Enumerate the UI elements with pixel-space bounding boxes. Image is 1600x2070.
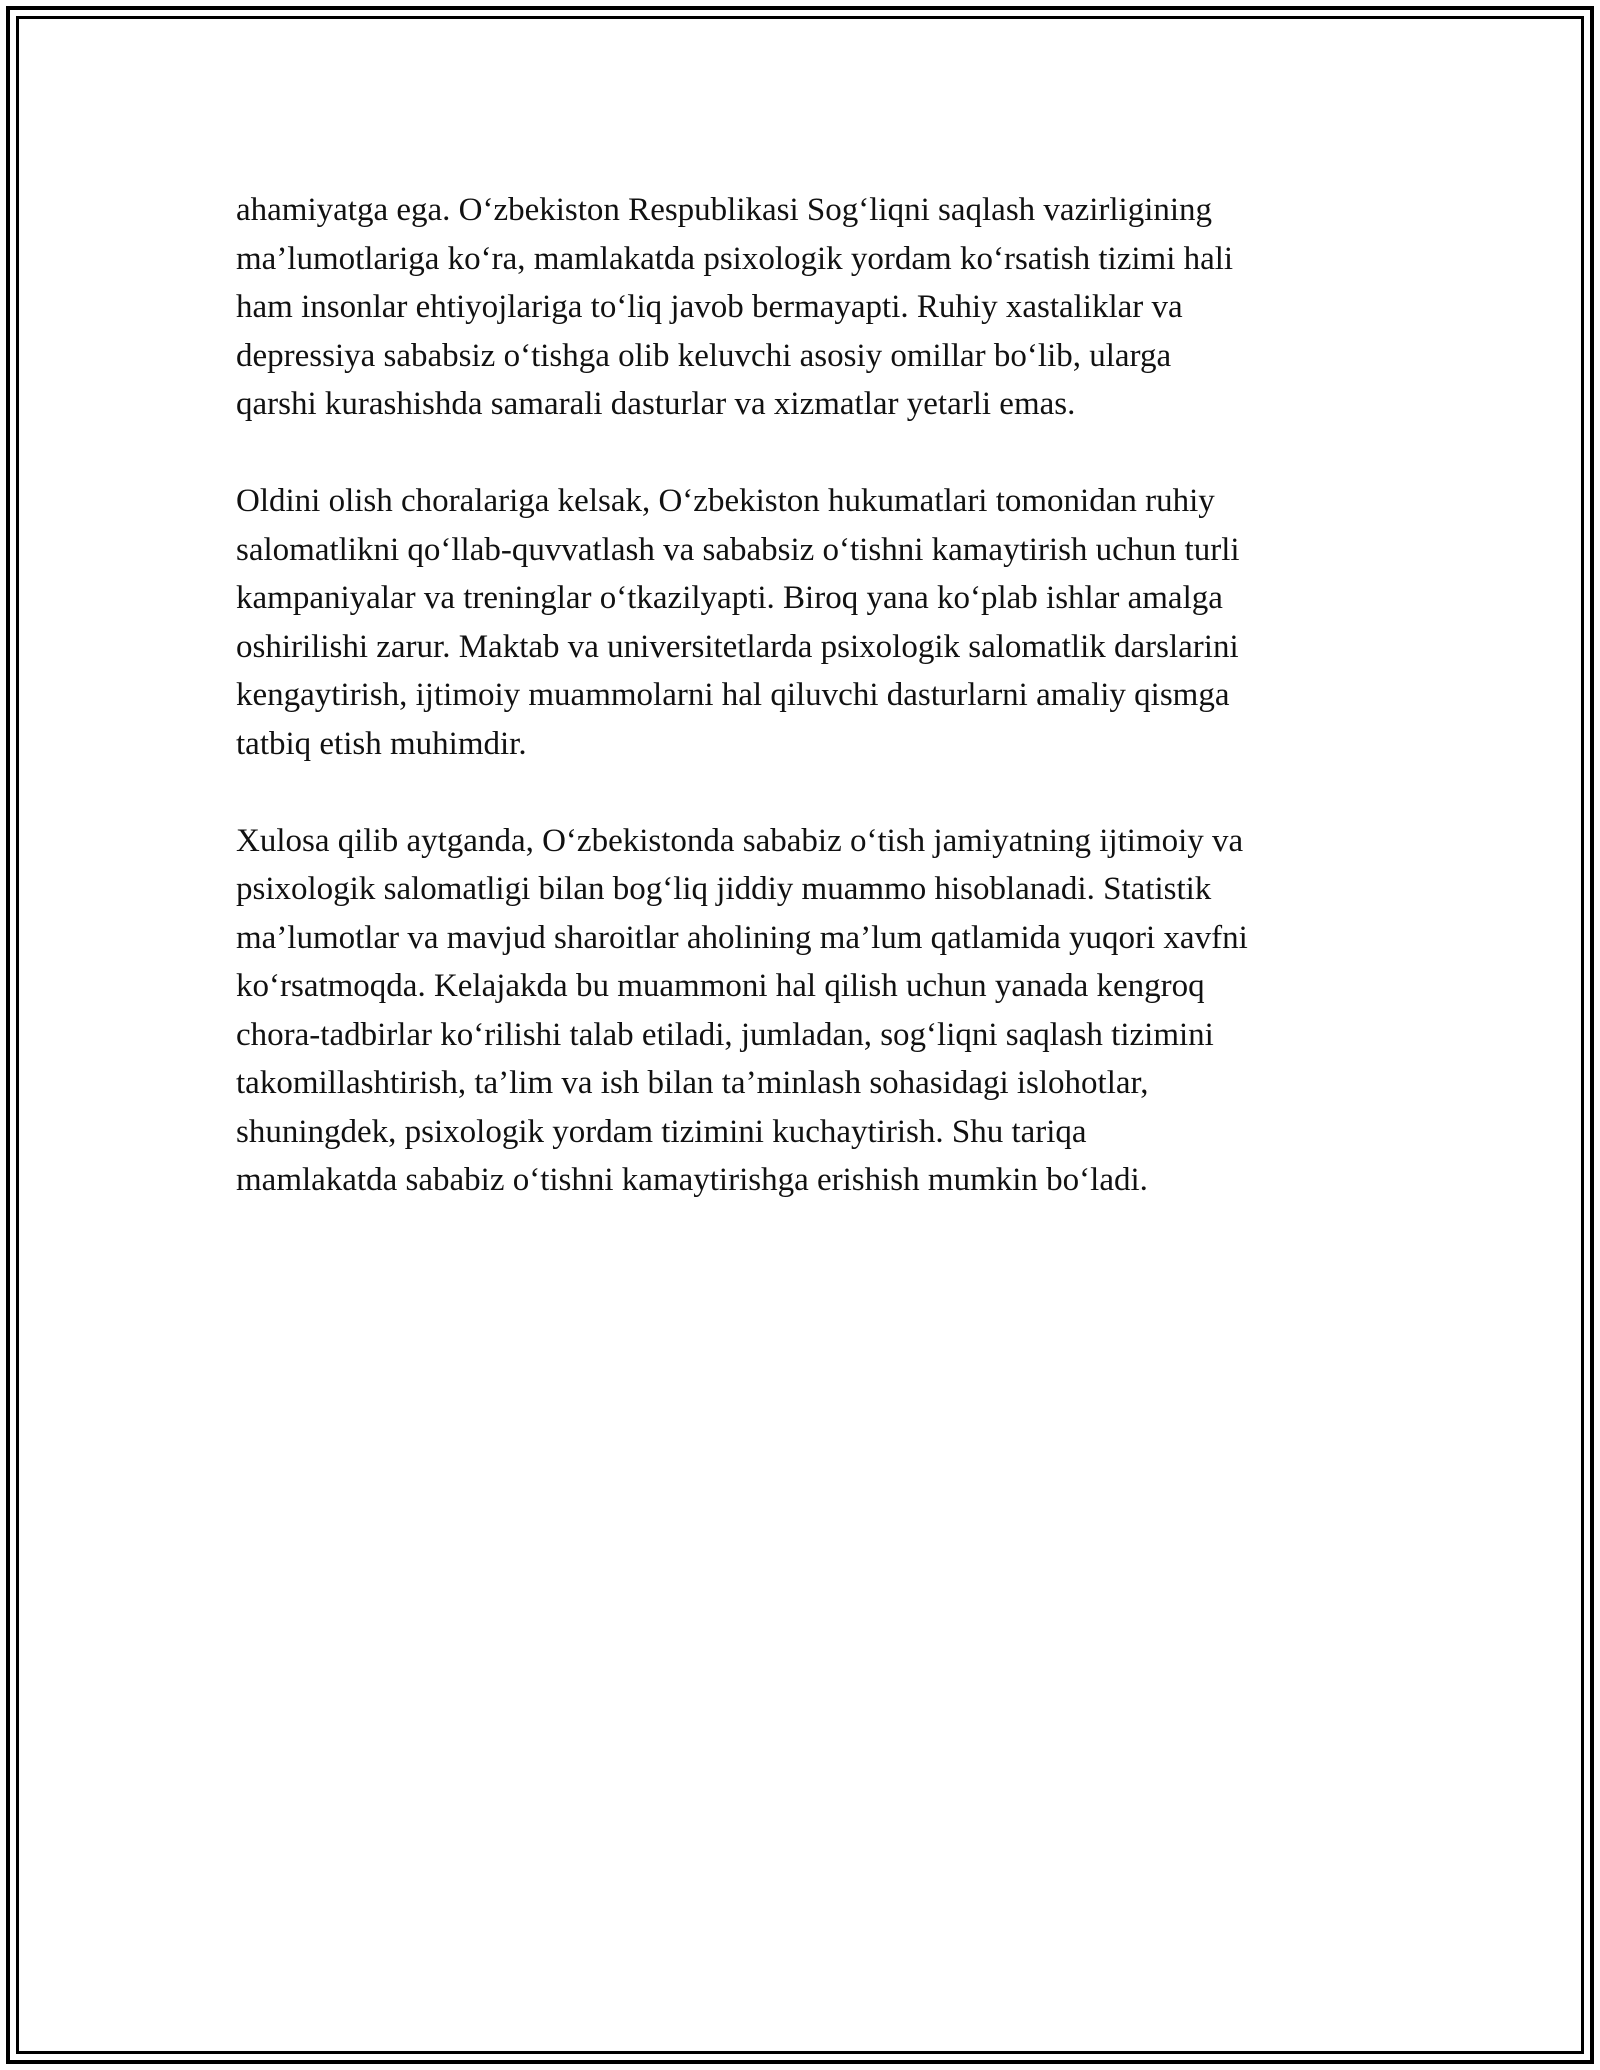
paragraph-2 bbox=[236, 477, 1376, 768]
text-line: ahamiyatga ega. O‘zbekiston Respublikasi Sog‘liqni saqlash vazirligining bbox=[236, 192, 1213, 228]
text-line: ma’lumotlariga ko‘ra, mamlakatda psixologik yordam ko‘rsatish tizimi hali bbox=[236, 240, 1234, 277]
text-line: Xulosa qilib aytganda, O‘zbekistonda sababiz o‘tish jamiyatning ijtimoiy va bbox=[236, 822, 1244, 859]
text-line: shuningdek, psixologik yordam tizimini kuchaytirish. Shu tariqa bbox=[236, 1113, 1087, 1150]
text-line: qarshi kurashishda samarali dasturlar va xizmatlar yetarli emas. bbox=[236, 386, 1076, 422]
paragraph-3 bbox=[236, 817, 1376, 1205]
text-line: salomatlikni qo‘llab-quvvatlash va sababsiz o‘tishni kamaytirish uchun turli bbox=[236, 531, 1240, 568]
text-line: ham insonlar ehtiyojlariga to‘liq javob bermayapti. Ruhiy xastaliklar va bbox=[236, 289, 1183, 325]
text-line: kengaytirish, ijtimoiy muammolarni hal qiluvchi dasturlarni amaliy qismga bbox=[236, 677, 1230, 713]
document-body bbox=[236, 186, 1376, 1253]
text-line: depressiya sababsiz o‘tishga olib keluvchi asosiy omillar bo‘lib, ularga bbox=[236, 337, 1172, 374]
text-line: chora-tadbirlar ko‘rilishi talab etiladi, jumladan, sog‘liqni saqlash tizimini bbox=[236, 1016, 1214, 1053]
text-line: oshirilishi zarur. Maktab va universitetlarda psixologik salomatlik darslarini bbox=[236, 628, 1239, 665]
text-line: ko‘rsatmoqda. Kelajakda bu muammoni hal qilish uchun yanada kengroq bbox=[236, 968, 1205, 1004]
text-line: takomillashtirish, ta’lim va ish bilan ta’minlash sohasidagi islohotlar, bbox=[236, 1065, 1149, 1101]
text-line: kampaniyalar va treninglar o‘tkazilyapti. Biroq yana ko‘plab ishlar amalga bbox=[236, 580, 1223, 616]
text-line: mamlakatda sababiz o‘tishni kamaytirishga erishish mumkin bo‘ladi. bbox=[236, 1162, 1148, 1198]
text-line: tatbiq etish muhimdir. bbox=[236, 725, 527, 762]
text-line: psixologik salomatligi bilan bog‘liq jiddiy muammo hisoblanadi. Statistik bbox=[236, 871, 1212, 907]
text-line: Oldini olish choralariga kelsak, O‘zbekiston hukumatlari tomonidan ruhiy bbox=[236, 483, 1215, 519]
text-line: ma’lumotlar va mavjud sharoitlar aholining ma’lum qatlamida yuqori xavfni bbox=[236, 919, 1248, 956]
paragraph-1 bbox=[236, 186, 1376, 429]
